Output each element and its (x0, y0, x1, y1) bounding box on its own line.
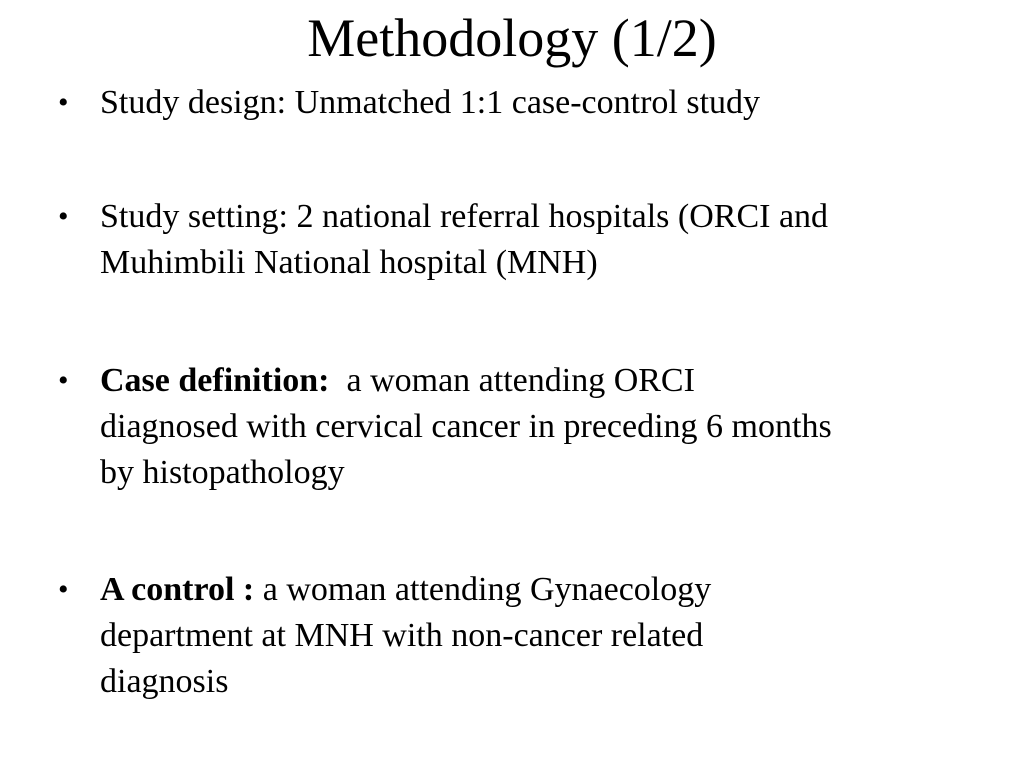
bullet-study-design (58, 80, 980, 126)
bullet-text-line-2: diagnosed with cervical cancer in preceding 6 months (100, 408, 832, 445)
slide-title: Methodology (1/2) (307, 8, 717, 68)
bullet-text-line-1: Study setting: 2 national referral hospitals (ORCI and (100, 198, 829, 235)
bullet-label: Case definition: (100, 362, 330, 399)
bullet-control-definition (58, 567, 980, 705)
bullet-text-line-2: department at MNH with non-cancer related (100, 617, 704, 654)
bullet-text-line-3: diagnosis (100, 663, 229, 700)
bullet-icon: • (58, 573, 69, 606)
bullet-text-line-1: a woman attending ORCI (329, 362, 695, 399)
bullet-icon: • (58, 200, 69, 233)
bullet-text-line-2: Muhimbili National hospital (MNH) (100, 244, 598, 281)
bullet-text: Study design: Unmatched 1:1 case-control study (100, 84, 761, 121)
bullet-case-definition (58, 358, 980, 496)
bullet-study-setting (58, 194, 980, 286)
bullet-label: A control : (100, 571, 255, 608)
bullet-text-line-3: by histopathology (100, 454, 345, 491)
bullet-text-line-1: a woman attending Gynaecology (254, 571, 712, 608)
bullet-icon: • (58, 86, 69, 119)
bullet-icon: • (58, 364, 69, 397)
